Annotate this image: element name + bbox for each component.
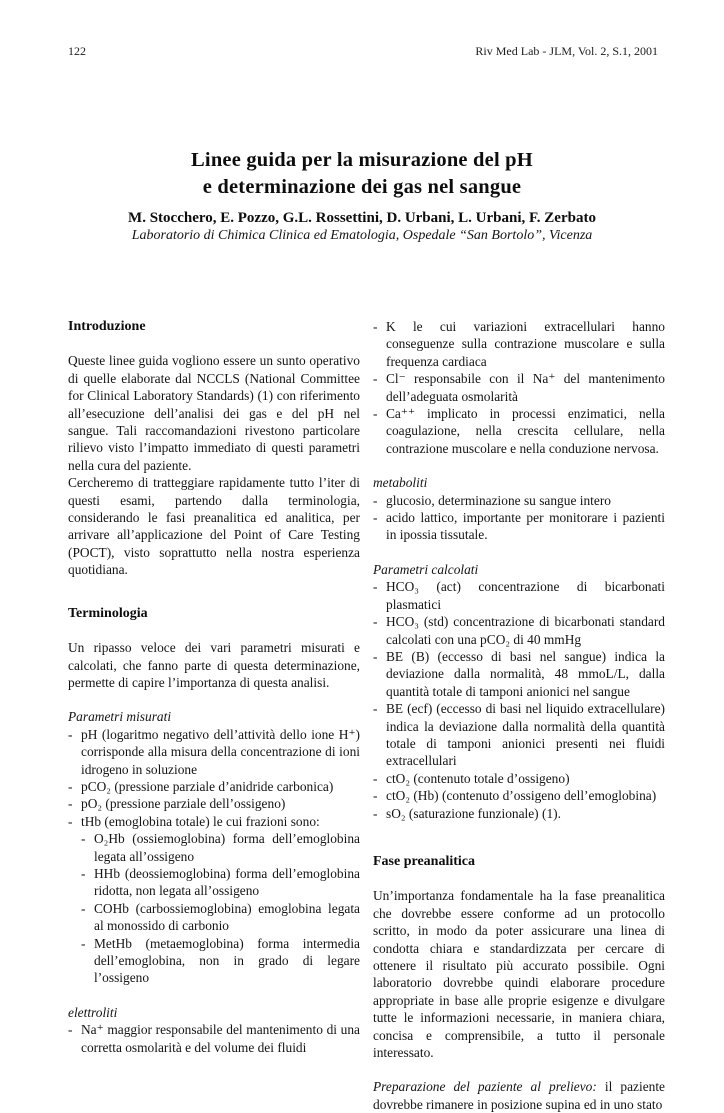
thb-sublist — [81, 830, 360, 987]
affiliation-line: Laboratorio di Chimica Clinica ed Ematologia, Ospedale “San Bortolo”, Vicenza — [131, 228, 593, 244]
bullet-marker: - — [373, 492, 378, 508]
subsection-label-metaboliti: metaboliti — [373, 475, 428, 491]
paragraph: Un’importanza fondamentale ha la fase preanalitica che dovrebbe essere conforme ad un protocollo scritto, in modo da poter assicurare una linea di condotta chiara e standardizzata per cercare di ottenere il risultato più accurato possibile. Ogni laboratorio dovrebbe quindi elaborare procedure appropriate in base alle proprie esigenze e divulgare tutte le informazioni necessarie, in maniera chiara, concisa e comprensibile, a tutto il personale interessato. — [373, 888, 665, 1061]
list-item-text: tHb (emoglobina totale) le cui frazioni sono: — [81, 813, 320, 829]
list-item — [81, 865, 360, 900]
bullet-marker: - — [373, 510, 378, 526]
right-column — [373, 318, 665, 1113]
page-number: 122 — [68, 44, 86, 58]
article-title-line2: e determinazione dei gas nel sangue — [202, 176, 522, 199]
subsection-label-parametri-misurati: Parametri misurati — [68, 709, 172, 725]
list-item — [373, 770, 665, 787]
list-item-text: BE (ecf) (eccesso di basi nel liquido extracellulare) indica la deviazione dalla normalità della quantità totale di tamponi anionici presenti nei fluidi extracellulari — [386, 701, 665, 769]
paragraph-lead-italic: Preparazione del paziente al prelievo: — [373, 1079, 597, 1095]
bullet-marker: - — [373, 770, 378, 786]
bullet-marker: - — [81, 831, 86, 847]
list-item-text: glucosio, determinazione su sangue intero — [386, 492, 611, 508]
list-item — [68, 1021, 360, 1056]
list-item — [373, 492, 665, 509]
list-item-text: Na⁺ maggior responsabile del mantenimento di una corretta osmolarità e del volume dei fluidi — [81, 1022, 360, 1055]
list-item-text: pO₂ (pressione parziale dell’ossigeno) — [81, 796, 286, 812]
list-item — [373, 648, 665, 700]
list-item-text: BE (B) (eccesso di basi nel sangue) indica la deviazione dalla normalità, 48 mmoL/L, dalla quantità totale di tamponi anionici nel sangue — [386, 648, 665, 699]
list-item-text: HCO₃ (std) concentrazione di bicarbonati standard calcolati con una pCO₂ di 40 mmHg — [386, 614, 665, 647]
parametri-calcolati-list — [373, 578, 665, 822]
list-item — [68, 795, 360, 812]
list-item — [81, 900, 360, 935]
section-heading-fase-preanalitica: Fase preanalitica — [373, 853, 476, 869]
list-item — [68, 813, 360, 830]
list-item-text: K le cui variazioni extracellulari hanno conseguenze sulla contrazione muscolare e sulla frequenza cardiaca — [386, 319, 665, 369]
paragraph: Queste linee guida vogliono essere un sunto operativo di quelle elaborate dal NCCLS (National Committee for Clinical Laboratory Standards) (1) con riferimento all’esecuzione dell’analisi dei gas e del pH nel sangue. Tali raccomandazioni rivestono particolare rilievo visto l’impatto immediato di questi parametri nella cura del paziente. — [68, 353, 360, 473]
list-item-text: HCO₃ (act) concentrazione di bicarbonati plasmatici — [386, 579, 665, 612]
list-item — [373, 370, 665, 405]
paragraph: Un ripasso veloce dei vari parametri misurati e calcolati, che fanno parte di questa determinazione, permette di capire l’importanza di questa analisi. — [68, 640, 360, 690]
bullet-marker: - — [373, 579, 378, 595]
bullet-marker: - — [68, 813, 73, 829]
elettroliti-list-right — [373, 318, 665, 457]
two-column-body — [68, 318, 665, 1113]
bullet-marker: - — [373, 788, 378, 804]
list-item — [373, 805, 665, 822]
bullet-marker: - — [373, 319, 378, 334]
paragraph-preparazione — [373, 1078, 665, 1113]
list-item-text: MetHb (metaemoglobina) forma intermedia dell’emoglobina, non in grado di legare l’ossigeno — [94, 935, 360, 986]
paragraph: Cercheremo di tratteggiare rapidamente tutto l’iter di questi esami, partendo dalla terminologia, considerando le fasi preanalitica ed analitica, per arrivare all’applicazione del Point of Care Testing (POCT), visto soprattutto nella nostra esperienza quotidiana. — [68, 475, 360, 578]
page-header — [68, 44, 658, 59]
list-item-text: acido lattico, importante per monitorare i pazienti in ipossia tissutale. — [386, 510, 665, 543]
bullet-marker: - — [373, 648, 378, 664]
section-heading-terminologia: Terminologia — [68, 605, 148, 621]
subsection-label-elettroliti: elettroliti — [68, 1004, 118, 1020]
list-item — [68, 726, 360, 778]
bullet-marker: - — [81, 935, 86, 951]
paragraph-lead-rest: il paziente dovrebbe rimanere in posizione supina ed in uno stato — [373, 1079, 665, 1112]
left-column — [68, 318, 360, 1113]
list-item-text: pCO₂ (pressione parziale d’anidride carbonica) — [81, 778, 334, 794]
list-item-text: Cl⁻ responsabile con il Na⁺ del mantenimento dell’adeguata osmolarità — [386, 371, 665, 404]
list-item-text: O₂Hb (ossiemoglobina) forma dell’emoglobina legata all’ossigeno — [94, 831, 360, 864]
list-item — [373, 787, 665, 804]
metaboliti-list — [373, 492, 665, 544]
bullet-marker: - — [68, 1022, 73, 1038]
list-item-text: pH (logaritmo negativo dell’attività dello ione H⁺) corrisponde alla misura della concentrazione di ioni idrogeno in soluzione — [81, 726, 360, 777]
bullet-marker: - — [373, 701, 378, 717]
bullet-marker: - — [373, 614, 378, 630]
list-item — [373, 700, 665, 770]
parametri-misurati-list — [68, 726, 360, 987]
list-item-text: Ca⁺⁺ implicato in processi enzimatici, nella coagulazione, nella crescita cellulare, nella contrazione muscolare e nella conduzione nervosa. — [386, 406, 665, 456]
bullet-marker: - — [81, 865, 86, 881]
journal-reference: Riv Med Lab - JLM, Vol. 2, S.1, 2001 — [475, 44, 658, 58]
bullet-marker: - — [68, 726, 73, 742]
section-heading-introduzione: Introduzione — [68, 319, 146, 334]
list-item-text: HHb (deossiemoglobina) forma dell’emoglobina ridotta, non legata all’ossigeno — [94, 865, 360, 899]
list-item — [373, 318, 665, 370]
title-block — [0, 147, 724, 244]
list-item — [68, 778, 360, 795]
article-title-line1: Linee guida per la misurazione del pH — [191, 149, 533, 171]
bullet-marker: - — [68, 796, 73, 812]
article-title — [0, 147, 724, 201]
list-item — [81, 935, 360, 987]
list-item — [373, 578, 665, 613]
bullet-marker: - — [81, 900, 86, 916]
bullet-marker: - — [373, 805, 378, 821]
authors-line: M. Stocchero, E. Pozzo, G.L. Rossettini, D. Urbani, L. Urbani, F. Zerbato — [128, 210, 596, 227]
bullet-marker: - — [373, 406, 378, 422]
list-item-text: ctO₂ (contenuto totale d’ossigeno) — [386, 770, 570, 786]
list-item-text: sO₂ (saturazione funzionale) (1). — [386, 805, 561, 821]
list-item-text: COHb (carbossiemoglobina) emoglobina legata al monossido di carbonio — [94, 900, 360, 934]
list-item-text: ctO₂ (Hb) (contenuto d’ossigeno dell’emoglobina) — [386, 788, 657, 804]
list-item — [373, 405, 665, 457]
list-item — [81, 830, 360, 865]
list-item — [373, 613, 665, 648]
list-item — [373, 509, 665, 544]
bullet-marker: - — [68, 778, 73, 794]
bullet-marker: - — [373, 371, 378, 387]
subsection-label-parametri-calcolati: Parametri calcolati — [373, 561, 479, 577]
elettroliti-list-left — [68, 1021, 360, 1056]
